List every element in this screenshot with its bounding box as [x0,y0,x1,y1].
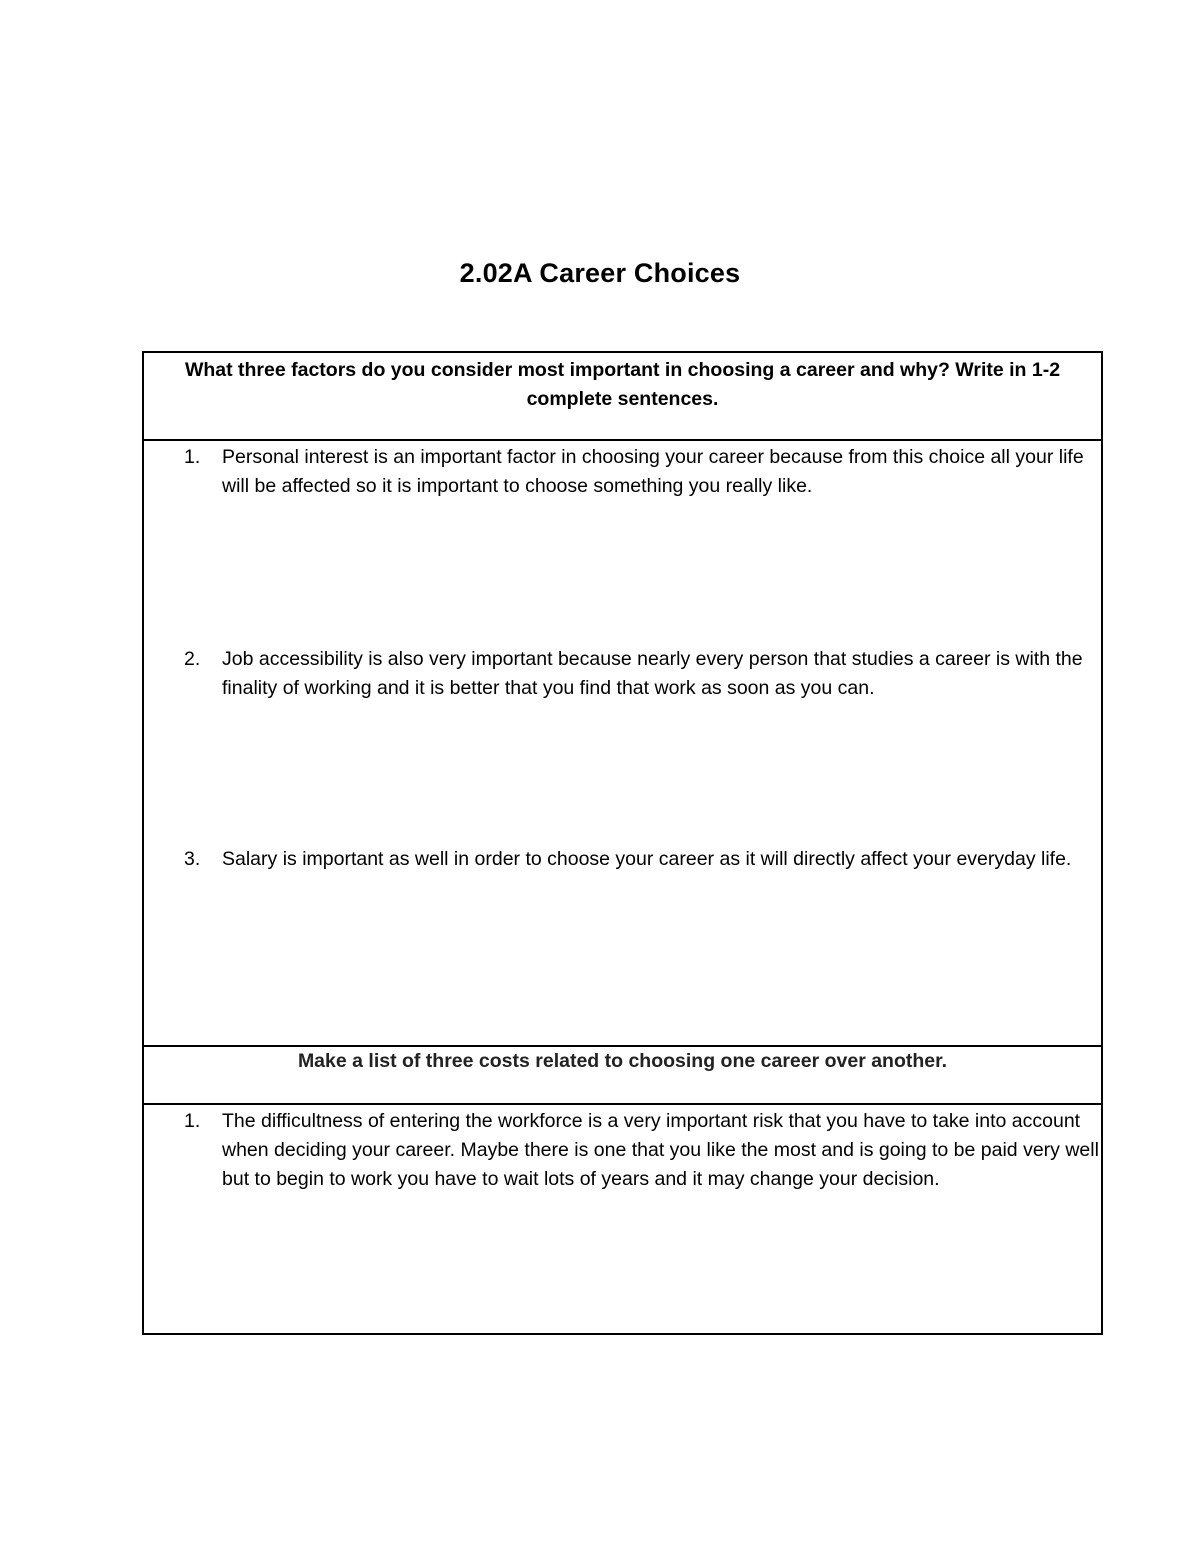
answer-cell-factors [144,441,1101,1047]
list-item [184,1107,1099,1194]
page-title: 2.02A Career Choices [459,258,741,288]
list-number: 1. [184,446,201,468]
list-number: 1. [184,1110,201,1132]
question-costs: Make a list of three costs related to choosing one career over another. [297,1050,948,1072]
list-item [184,645,1099,703]
list-item [184,443,1099,501]
answer-cell-costs [144,1105,1101,1333]
answer-text: The difficultness of entering the workforce is a very important risk that you have to take into account when deciding your career. Maybe there is one that you like the most and is going to be paid very well but to begin to work you have to wait lots of years and it may change your decision. [222,1110,1099,1190]
answer-text: Salary is important as well in order to choose your career as it will directly affect your everyday life. [222,848,1072,870]
worksheet-table [142,351,1103,1335]
list-number: 3. [184,848,201,870]
list-item [184,845,1099,874]
question-cell-costs [144,1047,1101,1105]
list-number: 2. [184,648,201,670]
answer-text: Job accessibility is also very important because nearly every person that studies a career is with the finality of working and it is better that you find that work as soon as you can. [222,648,1083,699]
question-factors: What three factors do you consider most important in choosing a career and why? Write in 1-2 complete sentences. [184,359,1061,410]
question-cell-factors [144,353,1101,441]
answer-text: Personal interest is an important factor in choosing your career because from this choice all your life will be affected so it is important to choose something you really like. [222,446,1084,497]
